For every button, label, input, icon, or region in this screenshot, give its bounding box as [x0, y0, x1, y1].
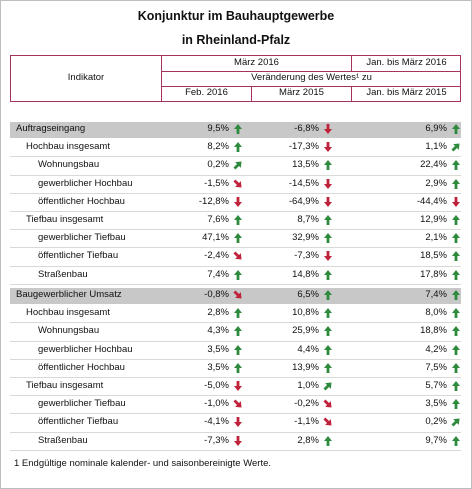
- arrow-up-icon: [232, 362, 244, 374]
- row-label: Tiefbau insgesamt: [26, 214, 104, 225]
- table-row: [10, 342, 461, 359]
- footnote: 1 Endgültige nominale kalender- und saisonbereinigte Werte.: [14, 458, 272, 469]
- value-col-1: 3,5%: [207, 361, 229, 373]
- value-col-2: -14,5%: [288, 177, 319, 189]
- arrow-up-icon: [232, 232, 244, 244]
- value-col-3: 12,9%: [420, 214, 447, 225]
- arrow-down-icon: [322, 250, 334, 262]
- table-row: [10, 248, 461, 265]
- header-period-2: Jan. bis März 2016: [366, 57, 447, 68]
- value-col-3: 22,4%: [420, 159, 447, 171]
- arrow-up-icon: [322, 269, 334, 281]
- value-col-2: 4,4%: [297, 343, 319, 355]
- arrow-up-right-icon: [322, 380, 334, 392]
- value-col-1: 8,2%: [207, 141, 229, 153]
- value-col-2: 6,5%: [297, 289, 319, 300]
- value-col-1: -4,1%: [204, 416, 229, 428]
- value-col-2: 13,9%: [292, 361, 319, 373]
- row-label: Straßenbau: [38, 268, 88, 280]
- arrow-up-right-icon: [232, 159, 244, 171]
- arrow-down-icon: [322, 123, 334, 135]
- arrow-up-icon: [450, 232, 462, 244]
- arrow-down-icon: [232, 435, 244, 447]
- table-row: [10, 360, 461, 377]
- arrow-up-icon: [450, 344, 462, 356]
- arrow-down-right-icon: [322, 398, 334, 410]
- value-col-2: -1,1%: [294, 416, 319, 428]
- value-col-1: -0,8%: [204, 289, 229, 300]
- header-indicator: Indikator: [67, 72, 105, 83]
- value-col-1: 2,8%: [207, 307, 229, 319]
- arrow-up-icon: [450, 123, 462, 135]
- row-label: öffentlicher Tiefbau: [38, 250, 119, 262]
- arrow-up-icon: [232, 269, 244, 281]
- value-col-3: 2,9%: [425, 177, 447, 189]
- arrow-up-icon: [322, 325, 334, 337]
- arrow-down-icon: [232, 196, 244, 208]
- value-col-3: 3,5%: [425, 398, 447, 410]
- table-row: [10, 139, 461, 156]
- row-label: gewerblicher Hochbau: [38, 177, 133, 189]
- arrow-up-icon: [450, 325, 462, 337]
- arrow-up-right-icon: [450, 416, 462, 428]
- table-row: [10, 194, 461, 211]
- arrow-up-icon: [450, 307, 462, 319]
- arrow-up-icon: [322, 362, 334, 374]
- table-row: [10, 414, 461, 431]
- arrow-down-icon: [322, 141, 334, 153]
- header-change: Veränderung des Wertes¹ zu: [251, 72, 372, 83]
- row-label: gewerblicher Hochbau: [38, 343, 133, 355]
- arrow-up-icon: [450, 178, 462, 190]
- arrow-up-icon: [450, 250, 462, 262]
- arrow-down-right-icon: [232, 250, 244, 262]
- value-col-1: -7,3%: [204, 434, 229, 446]
- table-row: [10, 212, 461, 229]
- row-label: gewerblicher Tiefbau: [38, 232, 126, 244]
- arrow-up-icon: [450, 362, 462, 374]
- page-title: Konjunktur im Bauhauptgewerbe: [137, 9, 335, 23]
- value-col-3: 18,8%: [420, 325, 447, 337]
- arrow-up-icon: [232, 325, 244, 337]
- arrow-up-icon: [232, 214, 244, 226]
- value-col-2: -7,3%: [294, 250, 319, 262]
- arrow-down-icon: [450, 196, 462, 208]
- header-col-3: Jan. bis März 2015: [366, 87, 447, 98]
- value-col-1: -5,0%: [204, 380, 229, 391]
- header-period-1: März 2016: [234, 57, 279, 68]
- value-col-2: 1,0%: [297, 380, 319, 391]
- value-col-1: -2,4%: [204, 250, 229, 262]
- value-col-1: 4,3%: [207, 325, 229, 337]
- arrow-down-right-icon: [322, 416, 334, 428]
- value-col-3: 17,8%: [420, 268, 447, 280]
- row-label: Straßenbau: [38, 434, 88, 446]
- row-label: Tiefbau insgesamt: [26, 380, 104, 391]
- value-col-3: 18,5%: [420, 250, 447, 262]
- arrow-down-right-icon: [232, 289, 244, 301]
- value-col-2: 32,9%: [292, 232, 319, 244]
- value-col-2: -0,2%: [294, 398, 319, 410]
- arrow-up-icon: [322, 214, 334, 226]
- arrow-up-icon: [450, 214, 462, 226]
- value-col-2: 2,8%: [297, 434, 319, 446]
- value-col-2: -64,9%: [288, 195, 319, 207]
- row-label: Auftragseingang: [16, 123, 86, 134]
- arrow-down-icon: [322, 178, 334, 190]
- value-col-1: -1,0%: [204, 398, 229, 410]
- table-row: [10, 157, 461, 174]
- value-col-3: 0,2%: [425, 416, 447, 428]
- arrow-up-icon: [450, 269, 462, 281]
- value-col-3: 2,1%: [425, 232, 447, 244]
- table-row: [10, 378, 461, 395]
- arrow-down-icon: [232, 416, 244, 428]
- row-label: Wohnungsbau: [38, 325, 100, 337]
- value-col-3: 6,9%: [425, 123, 447, 134]
- value-col-1: 0,2%: [207, 159, 229, 171]
- row-label: Baugewerblicher Umsatz: [16, 289, 122, 300]
- value-col-3: 9,7%: [425, 434, 447, 446]
- arrow-up-icon: [232, 307, 244, 319]
- arrow-down-right-icon: [232, 178, 244, 190]
- value-col-1: 7,4%: [207, 268, 229, 280]
- value-col-1: 47,1%: [202, 232, 229, 244]
- arrow-down-right-icon: [232, 398, 244, 410]
- value-col-1: 7,6%: [207, 214, 229, 225]
- arrow-up-icon: [232, 141, 244, 153]
- value-col-2: -17,3%: [288, 141, 319, 153]
- value-col-2: 8,7%: [297, 214, 319, 225]
- value-col-3: -44,4%: [416, 195, 447, 207]
- arrow-up-icon: [450, 435, 462, 447]
- header-col-2: März 2015: [279, 87, 324, 98]
- arrow-up-icon: [450, 289, 462, 301]
- value-col-3: 7,4%: [425, 289, 447, 300]
- arrow-up-icon: [322, 289, 334, 301]
- arrow-up-icon: [232, 344, 244, 356]
- row-label: Wohnungsbau: [38, 159, 100, 171]
- header-col-1: Feb. 2016: [185, 87, 228, 98]
- value-col-2: 14,8%: [292, 268, 319, 280]
- section-header-row: [10, 287, 461, 304]
- arrow-up-icon: [450, 380, 462, 392]
- row-label: öffentlicher Hochbau: [38, 195, 125, 207]
- value-col-3: 4,2%: [425, 343, 447, 355]
- arrow-up-icon: [322, 159, 334, 171]
- arrow-up-icon: [450, 159, 462, 171]
- value-col-2: 25,9%: [292, 325, 319, 337]
- value-col-1: 3,5%: [207, 343, 229, 355]
- table-row: [10, 396, 461, 413]
- arrow-up-icon: [232, 123, 244, 135]
- value-col-2: 13,5%: [292, 159, 319, 171]
- table-row: [10, 176, 461, 193]
- table-header: [10, 55, 461, 102]
- table-row: [10, 433, 461, 450]
- arrow-down-icon: [322, 196, 334, 208]
- row-divider: [10, 450, 461, 451]
- arrow-up-right-icon: [450, 141, 462, 153]
- value-col-1: -1,5%: [204, 177, 229, 189]
- arrow-up-icon: [450, 398, 462, 410]
- arrow-down-icon: [232, 380, 244, 392]
- row-label: Hochbau insgesamt: [26, 307, 110, 319]
- table-row: [10, 323, 461, 340]
- arrow-up-icon: [322, 344, 334, 356]
- table-row: [10, 267, 461, 284]
- table-row: [10, 230, 461, 247]
- value-col-3: 7,5%: [425, 361, 447, 373]
- arrow-up-icon: [322, 435, 334, 447]
- row-label: öffentlicher Hochbau: [38, 361, 125, 373]
- arrow-up-icon: [322, 232, 334, 244]
- row-divider: [10, 284, 461, 285]
- value-col-3: 5,7%: [425, 380, 447, 391]
- row-label: öffentlicher Tiefbau: [38, 416, 119, 428]
- value-col-3: 8,0%: [425, 307, 447, 319]
- page-subtitle: in Rheinland-Pfalz: [181, 33, 291, 47]
- row-label: Hochbau insgesamt: [26, 141, 110, 153]
- table-row: [10, 305, 461, 322]
- value-col-3: 1,1%: [425, 141, 447, 153]
- value-col-1: -12,8%: [198, 195, 229, 207]
- value-col-2: -6,8%: [294, 123, 319, 134]
- section-header-row: [10, 121, 461, 138]
- row-label: gewerblicher Tiefbau: [38, 398, 126, 410]
- value-col-2: 10,8%: [292, 307, 319, 319]
- value-col-1: 9,5%: [207, 123, 229, 134]
- arrow-up-icon: [322, 307, 334, 319]
